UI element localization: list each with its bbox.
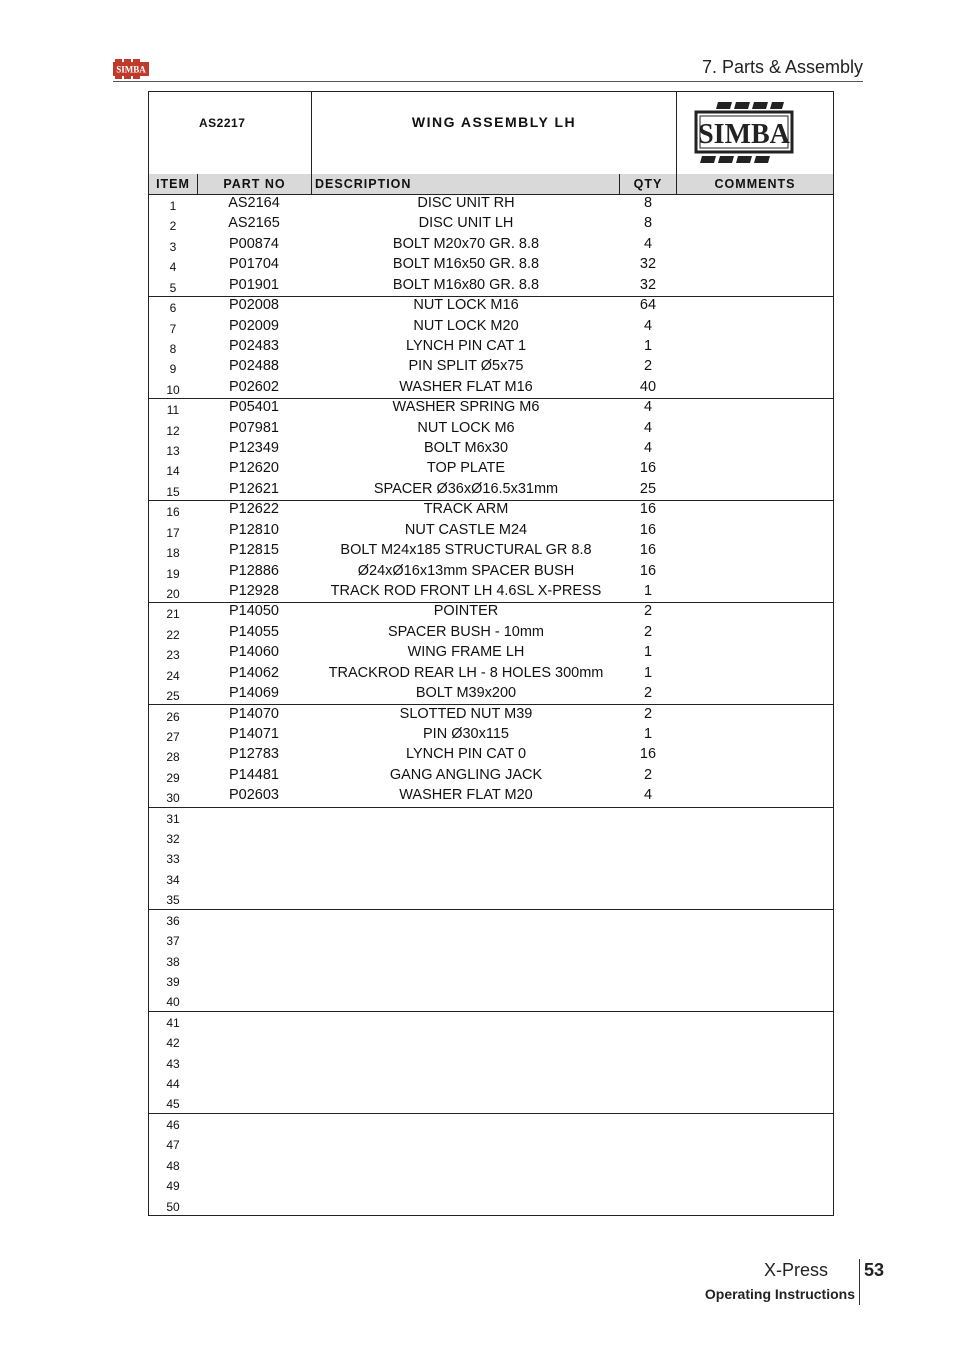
simba-logo-small: [113, 59, 149, 79]
table-row: [149, 725, 833, 745]
table-row: [149, 337, 833, 357]
item-number: 12: [166, 423, 180, 438]
item-number: 16: [166, 505, 180, 520]
part-number: P14071: [229, 725, 279, 742]
part-number: P12349: [229, 440, 279, 457]
assembly-title-cell: [312, 92, 677, 174]
table-row: [149, 1072, 833, 1092]
part-number: P14050: [229, 603, 279, 620]
item-number: 25: [166, 689, 180, 704]
part-number: P12810: [229, 521, 279, 538]
table-row: [149, 276, 833, 297]
item-number: 20: [166, 586, 180, 601]
part-description: TRACK ROD FRONT LH 4.6SL X-PRESS: [330, 582, 602, 599]
col-comments: COMMENTS: [714, 177, 796, 191]
part-description: PIN Ø30x115: [423, 725, 509, 742]
item-number: 14: [166, 464, 180, 479]
part-number: P12783: [229, 746, 279, 763]
page-number: 53: [864, 1260, 885, 1280]
table-row: [149, 827, 833, 847]
part-quantity: 1: [643, 664, 653, 681]
item-number: 13: [166, 444, 180, 459]
table-row: [149, 1154, 833, 1174]
item-number: 41: [166, 1015, 180, 1030]
part-description: TOP PLATE: [426, 460, 506, 477]
part-number: P12886: [229, 562, 279, 579]
item-number: 21: [166, 607, 180, 622]
table-row: [149, 847, 833, 867]
part-quantity: 2: [643, 603, 653, 620]
table-row: [149, 562, 833, 582]
part-number: P01704: [229, 256, 279, 273]
table-row: [149, 419, 833, 439]
part-number: AS2165: [228, 215, 280, 232]
part-number: P07981: [229, 419, 279, 436]
item-number: 40: [166, 995, 180, 1010]
item-number: 38: [166, 954, 180, 969]
part-number: P02009: [229, 317, 279, 334]
column-header-row: [149, 174, 833, 195]
col-part-no: PART NO: [198, 174, 312, 194]
table-row: [149, 909, 833, 929]
item-number: 34: [166, 872, 180, 887]
part-quantity: 32: [639, 256, 657, 273]
part-quantity: 64: [639, 297, 657, 314]
part-description: DISC UNIT RH: [417, 195, 515, 211]
section-title: 7. Parts & Assembly: [701, 57, 863, 77]
table-row: [149, 929, 833, 949]
part-quantity: 1: [643, 337, 653, 354]
part-number: P12815: [229, 542, 279, 559]
item-number: 29: [166, 770, 180, 785]
item-number: 45: [166, 1097, 180, 1112]
part-description: DISC UNIT LH: [418, 215, 514, 232]
part-description: Ø24xØ16x13mm SPACER BUSH: [357, 562, 575, 579]
part-quantity: 16: [639, 542, 657, 559]
item-number: 50: [166, 1199, 180, 1214]
table-row: [149, 990, 833, 1011]
table-row: [149, 439, 833, 459]
item-number: 22: [166, 627, 180, 642]
part-description: BOLT M16x50 GR. 8.8: [392, 256, 540, 273]
table-row: [149, 398, 833, 418]
part-description: POINTER: [433, 603, 499, 620]
table-row: [149, 1092, 833, 1113]
item-number: 15: [166, 484, 180, 499]
header-divider: [113, 81, 863, 82]
part-quantity: 16: [639, 521, 657, 538]
item-number: 9: [169, 362, 177, 377]
logo-text: SIMBA: [698, 119, 790, 150]
part-quantity: 4: [643, 317, 653, 334]
part-description: WASHER FLAT M16: [399, 378, 533, 395]
part-description: LYNCH PIN CAT 1: [405, 337, 527, 354]
part-description: TRACKROD REAR LH - 8 HOLES 300mm: [328, 664, 604, 681]
part-description: WING FRAME LH: [407, 644, 525, 661]
part-number: P14070: [229, 705, 279, 722]
title-block: [149, 92, 833, 175]
part-description: NUT CASTLE M24: [404, 521, 528, 538]
part-description: NUT LOCK M16: [413, 297, 519, 314]
part-quantity: 4: [643, 235, 653, 252]
part-number: P00874: [229, 235, 279, 252]
part-description: SPACER BUSH - 10mm: [387, 623, 545, 640]
part-quantity: 32: [639, 276, 657, 293]
table-row: [149, 1174, 833, 1194]
table-row: [149, 1011, 833, 1031]
item-number: 18: [166, 546, 180, 561]
table-row: [149, 950, 833, 970]
part-number: P02602: [229, 378, 279, 395]
table-row: [149, 623, 833, 643]
part-number: AS2164: [228, 195, 280, 211]
table-row: [149, 602, 833, 622]
item-number: 48: [166, 1158, 180, 1173]
item-number: 2: [169, 219, 177, 234]
item-number: 19: [166, 566, 180, 581]
table-row: [149, 705, 833, 725]
part-quantity: 2: [643, 705, 653, 722]
item-number: 24: [166, 668, 180, 683]
part-number: P12621: [229, 480, 279, 497]
part-number: P05401: [229, 399, 279, 416]
col-description: DESCRIPTION: [312, 174, 620, 194]
table-row: [149, 214, 833, 234]
table-row: [149, 194, 833, 214]
part-description: BOLT M39x200: [415, 685, 517, 702]
part-number: P02603: [229, 787, 279, 804]
part-number: P01901: [229, 276, 279, 293]
table-row: [149, 582, 833, 603]
table-row: [149, 459, 833, 479]
part-number: P02483: [229, 337, 279, 354]
table-row: [149, 1195, 833, 1215]
part-quantity: 2: [643, 623, 653, 640]
item-number: 26: [166, 709, 180, 724]
part-number: P12928: [229, 582, 279, 599]
part-description: BOLT M16x80 GR. 8.8: [392, 276, 540, 293]
col-qty: QTY: [620, 174, 677, 194]
table-row: [149, 745, 833, 765]
table-row: [149, 235, 833, 255]
part-quantity: 4: [643, 419, 653, 436]
part-quantity: 2: [643, 358, 653, 375]
simba-logo: [694, 98, 794, 164]
part-number: P02008: [229, 297, 279, 314]
table-row: [149, 1052, 833, 1072]
item-number: 43: [166, 1056, 180, 1071]
table-row: [149, 317, 833, 337]
table-row: [149, 357, 833, 377]
part-quantity: 40: [639, 378, 657, 395]
part-description: BOLT M6x30: [423, 440, 509, 457]
table-row: [149, 664, 833, 684]
item-number: 4: [169, 260, 177, 275]
part-number: P14069: [229, 685, 279, 702]
part-quantity: 8: [643, 215, 653, 232]
table-row: [149, 255, 833, 275]
part-number: P12622: [229, 501, 279, 518]
part-quantity: 4: [643, 440, 653, 457]
part-quantity: 4: [643, 399, 653, 416]
part-number: P14062: [229, 664, 279, 681]
part-number: P14055: [229, 623, 279, 640]
part-quantity: 4: [643, 787, 653, 804]
part-quantity: 2: [643, 766, 653, 783]
part-quantity: 1: [643, 582, 653, 599]
part-description: NUT LOCK M20: [413, 317, 519, 334]
item-number: 28: [166, 750, 180, 765]
table-row: [149, 296, 833, 316]
part-description: BOLT M20x70 GR. 8.8: [392, 235, 540, 252]
table-row: [149, 766, 833, 786]
item-number: 46: [166, 1117, 180, 1132]
part-description: GANG ANGLING JACK: [389, 766, 543, 783]
item-number: 36: [166, 913, 180, 928]
table-row: [149, 480, 833, 501]
item-number: 23: [166, 648, 180, 663]
table-row: [149, 1133, 833, 1153]
part-description: NUT LOCK M6: [417, 419, 515, 436]
item-number: 30: [166, 791, 180, 806]
footer-subtitle: Operating Instructions: [704, 1286, 855, 1302]
table-row: [149, 807, 833, 827]
table-row: [149, 786, 833, 807]
part-description: SLOTTED NUT M39: [399, 705, 533, 722]
item-number: 6: [169, 301, 177, 316]
item-number: 31: [166, 811, 180, 826]
item-number: 8: [169, 341, 177, 356]
part-quantity: 2: [643, 685, 653, 702]
parts-list-table: [148, 91, 834, 1216]
item-number: 37: [166, 934, 180, 949]
item-number: 44: [166, 1077, 180, 1092]
item-number: 39: [166, 974, 180, 989]
item-number: 35: [166, 893, 180, 908]
part-quantity: 25: [639, 480, 657, 497]
part-quantity: 1: [643, 725, 653, 742]
part-description: WASHER FLAT M20: [399, 787, 533, 804]
table-row: [149, 888, 833, 909]
part-number: P14060: [229, 644, 279, 661]
table-row: [149, 643, 833, 663]
logo-text-small: SIMBA: [116, 64, 146, 75]
table-row: [149, 541, 833, 561]
assembly-title: WING ASSEMBLY LH: [411, 114, 577, 130]
part-quantity: 16: [639, 562, 657, 579]
item-number: 49: [166, 1179, 180, 1194]
item-number: 1: [169, 199, 177, 213]
table-row: [149, 1031, 833, 1051]
table-row: [149, 684, 833, 705]
item-number: 32: [166, 832, 180, 847]
item-number: 42: [166, 1036, 180, 1051]
item-number: 5: [169, 280, 177, 295]
table-row: [149, 500, 833, 520]
assembly-code: AS2217: [199, 116, 246, 130]
part-number: P02488: [229, 358, 279, 375]
item-number: 3: [169, 239, 177, 254]
part-description: BOLT M24x185 STRUCTURAL GR 8.8: [340, 542, 592, 559]
table-row: [149, 868, 833, 888]
item-number: 27: [166, 729, 180, 744]
product-name: X-Press: [763, 1260, 828, 1280]
part-number: P14481: [229, 766, 279, 783]
col-item: ITEM: [149, 174, 198, 194]
item-number: 11: [166, 403, 180, 418]
part-quantity: 1: [643, 644, 653, 661]
item-number: 33: [166, 852, 180, 867]
part-quantity: 16: [639, 501, 657, 518]
table-row: [149, 378, 833, 399]
part-description: SPACER Ø36xØ16.5x31mm: [373, 480, 559, 497]
part-description: WASHER SPRING M6: [392, 399, 540, 416]
table-row: [149, 970, 833, 990]
table-row: [149, 1113, 833, 1133]
part-description: TRACK ARM: [423, 501, 509, 518]
part-quantity: 16: [639, 746, 657, 763]
part-description: LYNCH PIN CAT 0: [405, 746, 527, 763]
part-description: PIN SPLIT Ø5x75: [408, 358, 524, 375]
item-number: 47: [166, 1138, 180, 1153]
part-quantity: 16: [639, 460, 657, 477]
part-number: P12620: [229, 460, 279, 477]
table-row: [149, 521, 833, 541]
part-quantity: 8: [643, 195, 653, 211]
assembly-code-cell: [149, 92, 312, 174]
footer-divider: [859, 1259, 860, 1305]
item-number: 10: [166, 382, 180, 397]
item-number: 7: [169, 321, 177, 336]
item-number: 17: [166, 525, 180, 540]
